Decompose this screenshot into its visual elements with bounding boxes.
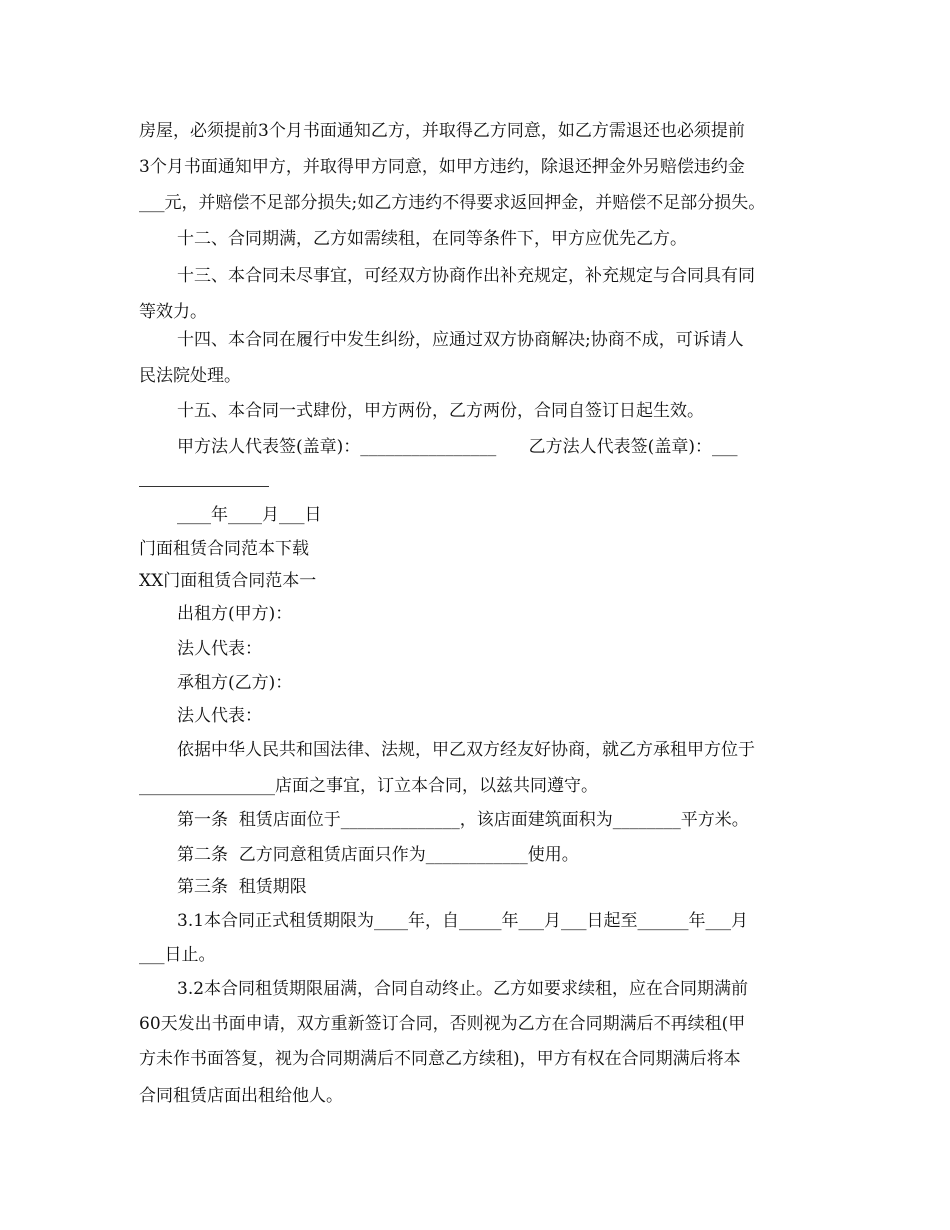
- paragraph-line: 等效力。: [139, 302, 207, 322]
- clause-14: 十四、本合同在履行中发生纠纷，应通过双方协商解决;协商不成，可诉请人: [177, 330, 744, 350]
- paragraph-line: 3个月书面通知甲方，并取得甲方同意，如甲方违约，除退还押金外另赔偿违约金: [139, 157, 745, 177]
- preamble-line: 依据中华人民共和国法律、法规，甲乙双方经友好协商，就乙方承租甲方位于: [177, 740, 755, 760]
- article-2: 第二条 乙方同意租赁店面只作为____________使用。: [177, 845, 579, 865]
- paragraph-line: ___元，并赔偿不足部分损失;如乙方违约不得要求返回押金，并赔偿不足部分损失。: [139, 193, 766, 213]
- signature-underline: [139, 486, 269, 487]
- date-line: ____年____月___日: [177, 505, 322, 525]
- paragraph-line: 方未作书面答复，视为合同期满后不同意乙方续租)，甲方有权在合同期满后将本: [139, 1049, 741, 1069]
- signature-line: 甲方法人代表签(盖章)：________________ 乙方法人代表签(盖章)：___: [177, 437, 738, 457]
- lessee-field: 承租方(乙方)：: [177, 673, 293, 693]
- clause-15: 十五、本合同一式肆份，甲方两份，乙方两份，合同自签订日起生效。: [177, 401, 704, 421]
- legal-rep-field: 法人代表：: [177, 706, 262, 726]
- paragraph-line: 民法院处理。: [139, 366, 241, 386]
- clause-12: 十二、合同期满，乙方如需续租，在同等条件下，甲方应优先乙方。: [177, 229, 687, 249]
- clause-13: 十三、本合同未尽事宜，可经双方协商作出补充规定，补充规定与合同具有同: [177, 266, 755, 286]
- paragraph-line: 60天发出书面申请，双方重新签订合同，否则视为乙方在合同期满后不再续租(甲: [139, 1014, 746, 1034]
- paragraph-line: ___日止。: [139, 945, 216, 965]
- lessor-field: 出租方(甲方)：: [177, 604, 293, 624]
- clause-3-2: 3.2本合同租赁期限届满，合同自动终止。乙方如要求续租，应在合同期满前: [177, 979, 749, 999]
- paragraph-line: 房屋，必须提前3个月书面通知乙方，并取得乙方同意，如乙方需退还也必须提前: [139, 121, 745, 141]
- clause-3-1: 3.1本合同正式租赁期限为____年，自_____年___月___日起至______年___月: [177, 911, 749, 931]
- section-title: 门面租赁合同范本下载: [139, 539, 309, 559]
- article-3: 第三条 租赁期限: [177, 877, 307, 897]
- paragraph-line: 合同租赁店面出租给他人。: [139, 1086, 343, 1106]
- contract-title: XX门面租赁合同范本一: [139, 571, 317, 591]
- article-1: 第一条 租赁店面位于______________，该店面建筑面积为________平方米。: [177, 810, 749, 830]
- legal-rep-field: 法人代表：: [177, 639, 262, 659]
- preamble-line: ________________店面之事宜，订立本合同，以兹共同遵守。: [139, 776, 598, 796]
